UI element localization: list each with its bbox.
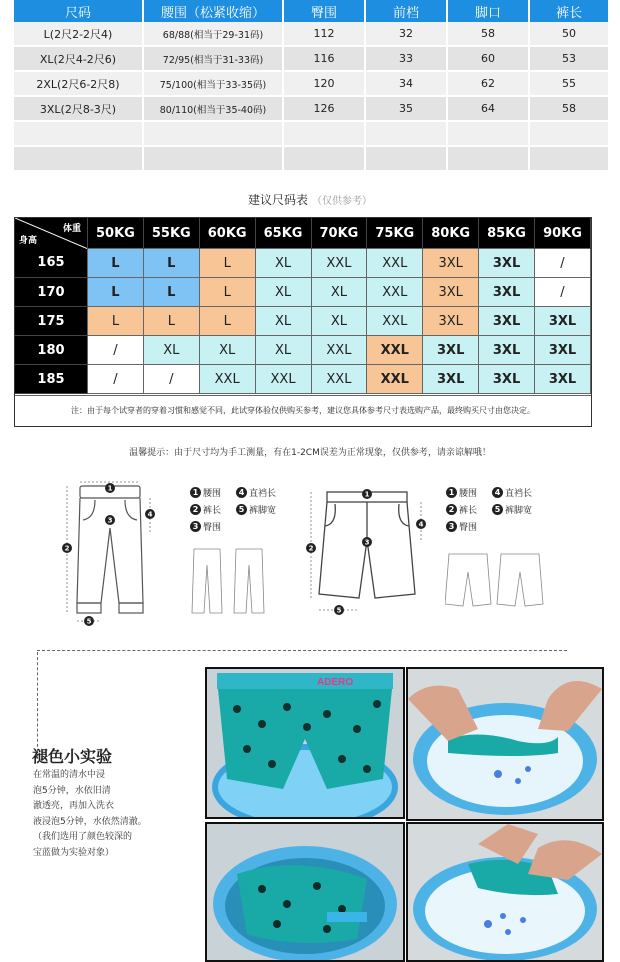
size-table-cell: [143, 121, 283, 146]
height-header: 185: [15, 365, 88, 394]
size-table-body: [14, 22, 609, 171]
recommend-size-cell: L: [199, 278, 255, 307]
legend-item: [236, 486, 276, 499]
recommend-size-cell: 3XL: [479, 365, 535, 394]
size-table-cell: [365, 146, 447, 171]
svg-text:ADERO: ADERO: [317, 677, 354, 688]
size-table-cell: 64: [447, 96, 529, 121]
legend-number: 3: [190, 521, 201, 532]
recommend-footnote: 注：由于每个试穿者的穿着习惯和感觉不同，此试穿体验仅供购买参考，建议您具体参考尺寸表选购产品，最终购买尺寸由您决定。: [15, 395, 591, 426]
legend-label: 裤长: [203, 506, 222, 516]
recommend-size-cell: 3XL: [423, 365, 479, 394]
legend-number: 2: [446, 504, 457, 515]
size-table-cell: 33: [365, 46, 447, 71]
size-table-header: 尺码: [14, 0, 143, 22]
recommend-size-cell: 3XL: [479, 249, 535, 278]
recommend-size-cell: XL: [311, 307, 367, 336]
legend-item: [190, 520, 221, 533]
height-header: 175: [15, 307, 88, 336]
size-table-cell: [143, 146, 283, 171]
legend-item: [492, 486, 532, 499]
recommend-size-cell: /: [535, 278, 591, 307]
size-table-header: 腰围（松紧收缩）: [143, 0, 283, 22]
recommend-table-corner: [15, 218, 88, 249]
height-header: 170: [15, 278, 88, 307]
height-header: 165: [15, 249, 88, 278]
recommend-size-cell: /: [88, 336, 144, 365]
size-table-cell: [14, 146, 143, 171]
recommend-size-cell: XXL: [311, 365, 367, 394]
recommend-size-cell: 3XL: [479, 278, 535, 307]
size-table-cell: 120: [283, 71, 365, 96]
recommend-size-cell: 3XL: [423, 249, 479, 278]
legend-item: [190, 503, 221, 516]
weight-header: 65KG: [255, 218, 311, 249]
recommend-size-cell: 3XL: [423, 336, 479, 365]
weight-header: 60KG: [199, 218, 255, 249]
fade-test-line: 液浸泡5分钟，水依然清澈。: [33, 816, 147, 827]
recommend-size-cell: L: [199, 307, 255, 336]
recommend-size-cell: L: [143, 249, 199, 278]
weight-header: 50KG: [88, 218, 144, 249]
legend-label: 臀围: [203, 523, 222, 533]
svg-text:5: 5: [336, 606, 342, 615]
recommend-title-note: （仅供参考）: [312, 196, 372, 207]
recommend-size-cell: XXL: [367, 278, 423, 307]
legend-label: 腰围: [203, 489, 222, 499]
legend-item: [446, 520, 477, 533]
size-table-cell: 55: [529, 71, 609, 96]
legend-label: 裤脚宽: [505, 506, 533, 516]
recommend-size-cell: XXL: [199, 365, 255, 394]
fade-test-title: 褪色小实验: [32, 747, 113, 766]
long-pants-thumbnails: [190, 545, 270, 617]
size-table-cell: 68/88(相当于29-31码): [143, 22, 283, 46]
fade-test-description: [33, 768, 163, 861]
recommend-size-cell: XXL: [367, 307, 423, 336]
size-table-cell: 34: [365, 71, 447, 96]
size-table-cell: 126: [283, 96, 365, 121]
size-table-row: [14, 121, 609, 146]
size-table-cell: 50: [529, 22, 609, 46]
legend-item: [492, 503, 532, 516]
fade-test-line: 泡5分钟，水依旧清: [33, 785, 111, 796]
recommend-size-cell: /: [143, 365, 199, 394]
size-table-cell: 116: [283, 46, 365, 71]
measure-tip: 温馨提示：由于尺寸均为手工测量，有在1-2CM误差为正常现象，仅供参考，请亲谅解哦！: [129, 448, 491, 458]
recommend-size-cell: XL: [255, 278, 311, 307]
recommend-size-cell: L: [88, 249, 144, 278]
legend-item: [446, 503, 477, 516]
size-table-cell: 62: [447, 71, 529, 96]
legend-label: 裤脚宽: [249, 506, 277, 516]
fade-test-photo-3: [205, 822, 405, 962]
recommend-size-cell: L: [199, 249, 255, 278]
weight-header: 80KG: [423, 218, 479, 249]
recommend-size-cell: XXL: [311, 249, 367, 278]
fade-test-line: 宝蓝做为实验对象）: [33, 847, 115, 858]
recommend-size-cell: L: [143, 278, 199, 307]
recommend-size-cell: 3XL: [535, 307, 591, 336]
legend-number: 5: [492, 504, 503, 515]
size-table-cell: [283, 121, 365, 146]
size-table-header-row: [14, 0, 609, 22]
svg-text:3: 3: [107, 516, 113, 525]
long-pants-diagram: [55, 478, 165, 628]
recommend-size-cell: 3XL: [535, 365, 591, 394]
legend-label: 直裆长: [249, 489, 277, 499]
recommend-size-cell: XXL: [255, 365, 311, 394]
fade-test-photo-1: [205, 667, 405, 819]
recommend-size-cell: 3XL: [479, 307, 535, 336]
legend-number: 1: [446, 487, 457, 498]
legend-label: 直裆长: [505, 489, 533, 499]
legend-number: 1: [190, 487, 201, 498]
recommend-table-header-row: [15, 218, 591, 249]
recommend-size-cell: 3XL: [479, 336, 535, 365]
fade-test-line: 澈透亮，再加入洗衣: [33, 801, 115, 811]
fade-test-line: （我们选用了颜色较深的: [33, 832, 133, 842]
recommend-size-cell: L: [88, 307, 144, 336]
long-pants-legend: [190, 486, 300, 546]
size-table-cell: 58: [529, 96, 609, 121]
size-table-cell: 3XL(2尺8-3尺): [14, 96, 143, 121]
size-table-cell: 80/110(相当于35-40码): [143, 96, 283, 121]
size-table-cell: 53: [529, 46, 609, 71]
recommend-table-body: [15, 249, 591, 394]
weight-header: 85KG: [479, 218, 535, 249]
legend-number: 3: [446, 521, 457, 532]
recommend-size-cell: L: [143, 307, 199, 336]
svg-text:5: 5: [86, 617, 92, 626]
size-table-row: [14, 146, 609, 171]
weight-header: 70KG: [311, 218, 367, 249]
recommend-row: [15, 249, 591, 278]
size-table-header: 裤长: [529, 0, 609, 22]
size-table-cell: 60: [447, 46, 529, 71]
size-table-header: 臀围: [283, 0, 365, 22]
shorts-thumbnails: [445, 550, 545, 610]
weight-header: 55KG: [143, 218, 199, 249]
svg-text:2: 2: [308, 544, 314, 553]
shorts-legend: [446, 486, 556, 546]
recommend-size-cell: 3XL: [535, 336, 591, 365]
recommend-size-cell: XXL: [311, 336, 367, 365]
recommend-size-cell: /: [88, 365, 144, 394]
legend-label: 臀围: [459, 523, 478, 533]
size-table-cell: [447, 146, 529, 171]
recommend-size-cell: 3XL: [423, 278, 479, 307]
weight-header: 90KG: [535, 218, 591, 249]
corner-height-label: 身高: [19, 235, 38, 246]
legend-item: [236, 503, 276, 516]
recommend-size-cell: 3XL: [423, 307, 479, 336]
recommend-title: [0, 191, 620, 208]
size-table-cell: 58: [447, 22, 529, 46]
legend-number: 4: [492, 487, 503, 498]
size-table-cell: [365, 121, 447, 146]
recommend-title-text: 建议尺码表: [247, 193, 308, 207]
legend-number: 5: [236, 504, 247, 515]
svg-text:3: 3: [364, 538, 370, 547]
size-table-row: [14, 96, 609, 121]
recommend-row: [15, 336, 591, 365]
size-table-cell: XL(2尺4-2尺6): [14, 46, 143, 71]
recommend-size-cell: XL: [199, 336, 255, 365]
size-table-cell: [447, 121, 529, 146]
size-table-cell: 35: [365, 96, 447, 121]
recommend-table: [15, 218, 591, 394]
size-table-cell: [529, 121, 609, 146]
svg-text:4: 4: [147, 510, 153, 519]
size-table-row: [14, 46, 609, 71]
recommend-size-cell: XXL: [367, 365, 423, 394]
size-table: [14, 0, 610, 172]
size-table-cell: 32: [365, 22, 447, 46]
size-table-cell: 2XL(2尺6-2尺8): [14, 71, 143, 96]
recommend-row: [15, 365, 591, 394]
recommend-size-cell: XL: [143, 336, 199, 365]
divider-dashed-vertical: [37, 652, 38, 752]
fade-test-line: 在常温的清水中浸: [33, 770, 106, 780]
size-table-cell: [14, 121, 143, 146]
recommend-size-cell: XL: [255, 336, 311, 365]
recommend-size-cell: XXL: [367, 249, 423, 278]
height-header: 180: [15, 336, 88, 365]
size-table-cell: [283, 146, 365, 171]
svg-text:1: 1: [364, 490, 370, 499]
size-table-row: [14, 71, 609, 96]
fade-test-photo-2: [406, 667, 604, 821]
weight-header: 75KG: [367, 218, 423, 249]
legend-number: 2: [190, 504, 201, 515]
recommend-size-cell: L: [88, 278, 144, 307]
size-table-cell: 72/95(相当于31-33码): [143, 46, 283, 71]
legend-label: 裤长: [459, 506, 478, 516]
size-table-header: 脚口: [447, 0, 529, 22]
recommend-size-cell: XXL: [367, 336, 423, 365]
legend-item: [190, 486, 221, 499]
size-table-cell: 75/100(相当于33-35码): [143, 71, 283, 96]
legend-item: [446, 486, 477, 499]
size-table-header: 前档: [365, 0, 447, 22]
recommend-table-frame: [14, 217, 592, 427]
fade-test-photo-4: [406, 822, 604, 962]
legend-number: 4: [236, 487, 247, 498]
svg-text:2: 2: [64, 544, 70, 553]
size-table-cell: [529, 146, 609, 171]
recommend-size-cell: XL: [255, 249, 311, 278]
recommend-size-cell: XL: [311, 278, 367, 307]
size-table-cell: L(2尺2-2尺4): [14, 22, 143, 46]
recommend-row: [15, 307, 591, 336]
size-table-cell: 112: [283, 22, 365, 46]
legend-label: 腰围: [459, 489, 478, 499]
recommend-row: [15, 278, 591, 307]
size-table-row: [14, 22, 609, 46]
divider-dashed: [37, 650, 567, 651]
recommend-size-cell: /: [535, 249, 591, 278]
shorts-diagram: [305, 482, 430, 622]
svg-text:4: 4: [418, 520, 424, 529]
corner-weight-label: 体重: [62, 224, 81, 234]
svg-text:1: 1: [107, 484, 113, 493]
recommend-size-cell: XL: [255, 307, 311, 336]
